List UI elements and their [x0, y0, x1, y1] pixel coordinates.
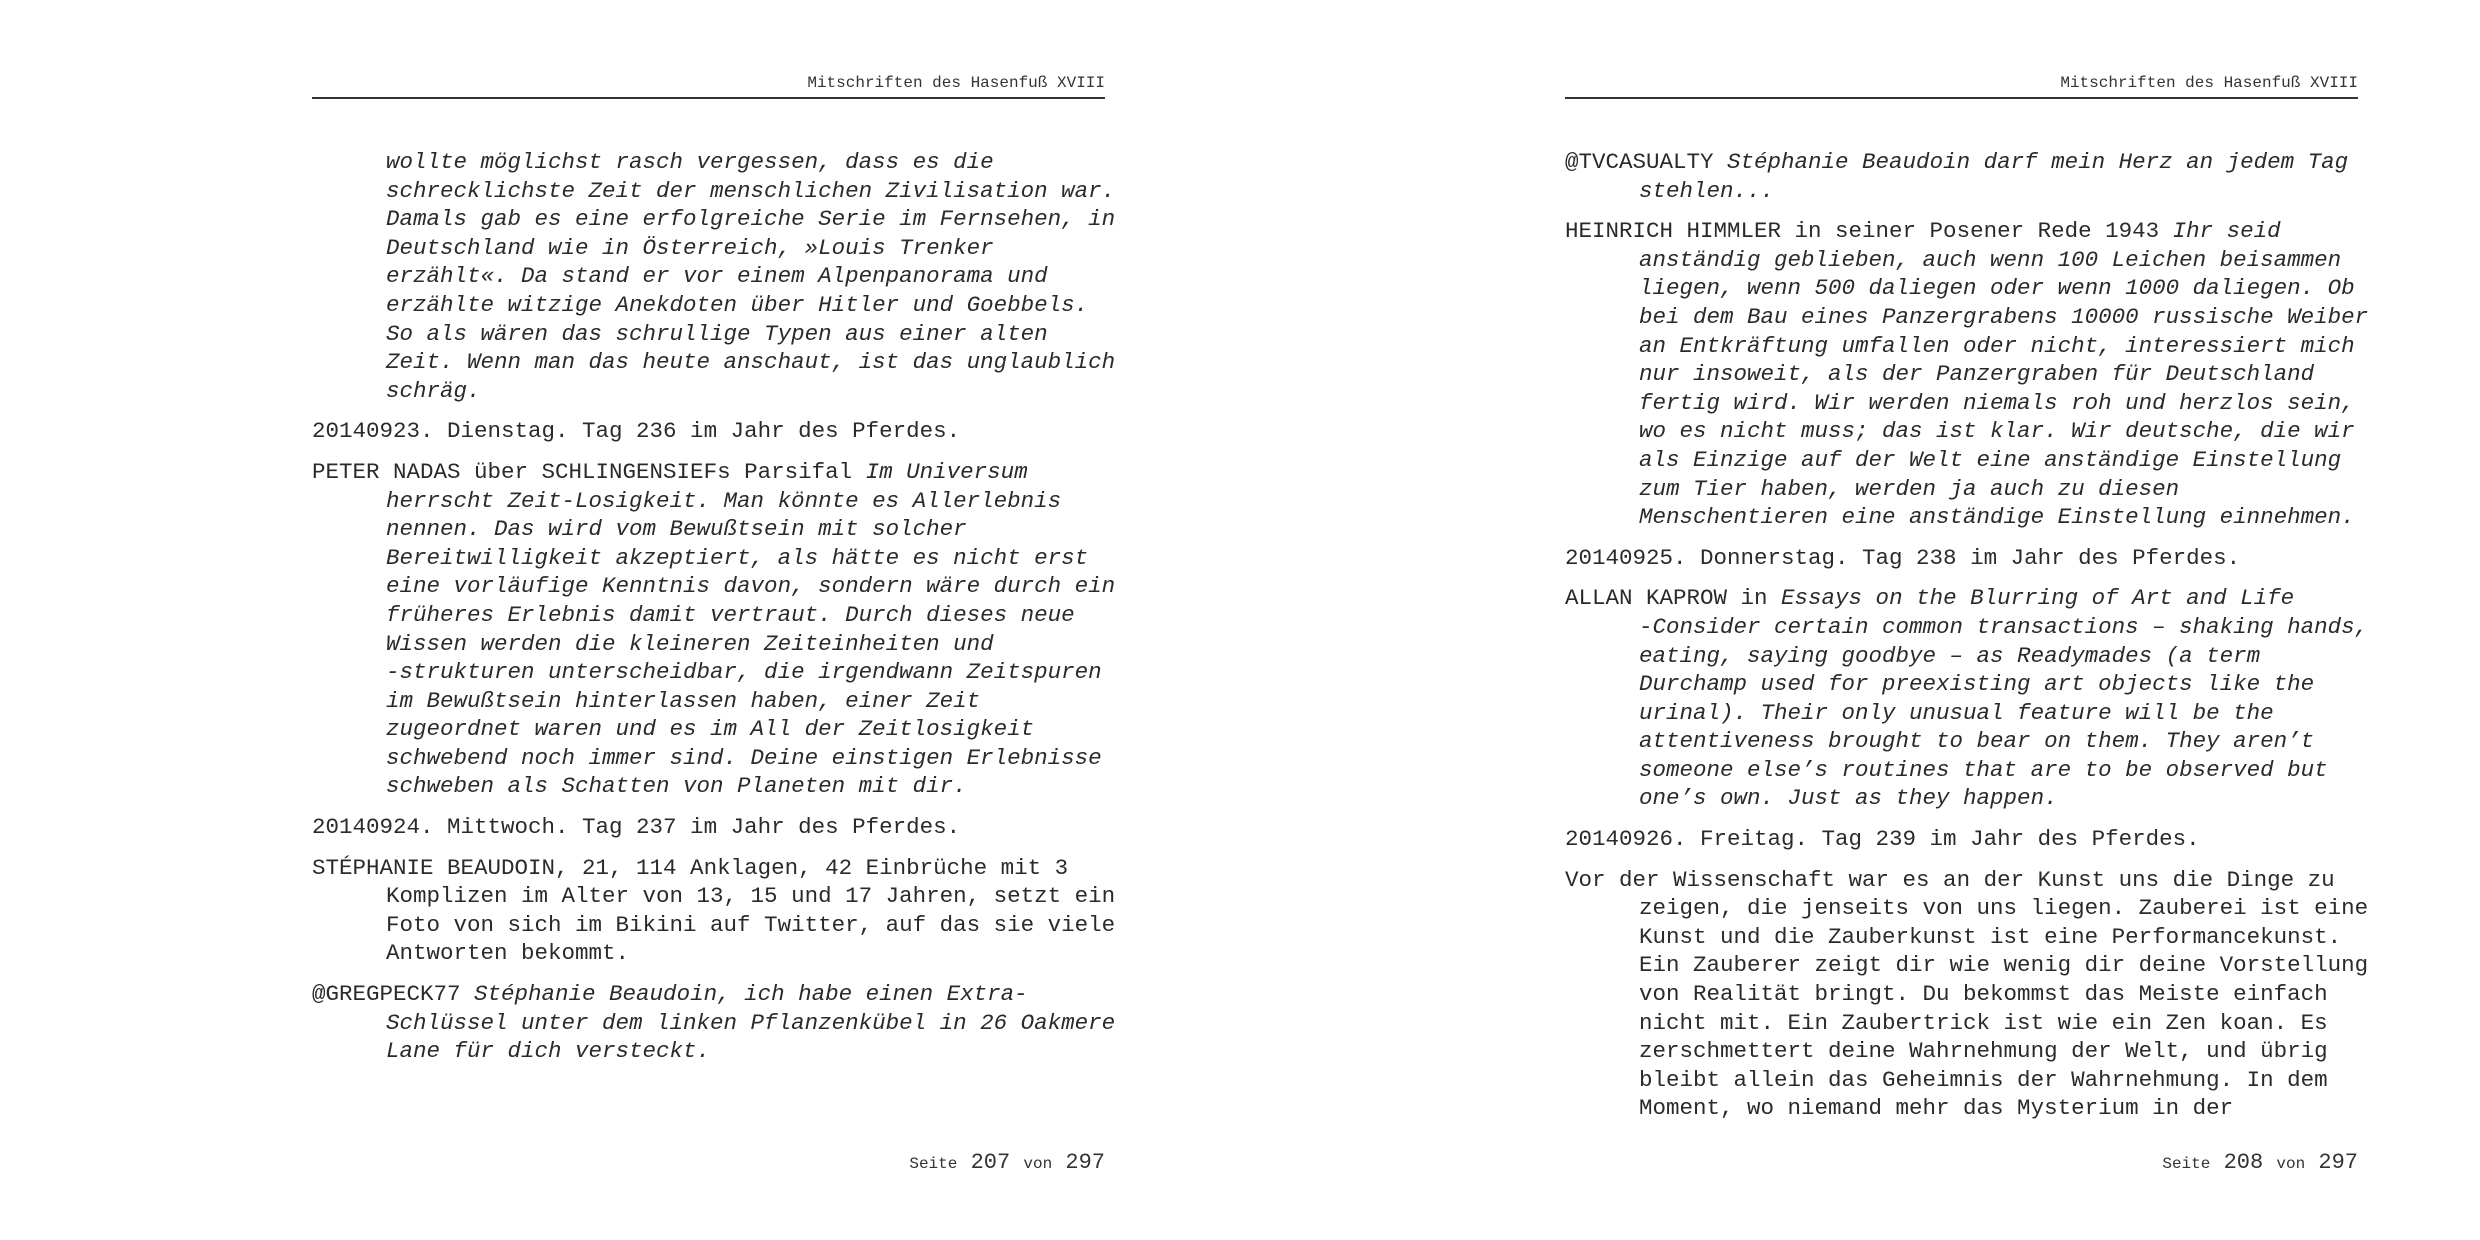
text-segment: ALLAN KAPROW in — [1565, 585, 1782, 612]
paragraph — [1565, 825, 2358, 854]
text-line — [1639, 246, 2358, 275]
italic-text: Im Universum — [865, 458, 1028, 485]
text-line — [386, 630, 1105, 659]
text-segment: zeigen, die jenseits von uns liegen. Zauberei ist eine — [1639, 895, 2369, 922]
paragraph — [1565, 544, 2358, 573]
text-segment: Moment, wo niemand mehr das Mysterium in der — [1639, 1095, 2234, 1122]
italic-text: nennen. Das wird vom Bewußtsein mit solcher — [386, 516, 967, 543]
text-line — [1639, 1037, 2358, 1066]
text-line — [1639, 1066, 2358, 1095]
text-segment: HEINRICH HIMMLER in seiner Posener Rede 1943 — [1565, 218, 2173, 245]
italic-text: Menschentieren eine anständige Einstellung einnehmen. — [1639, 504, 2355, 531]
text-line — [312, 813, 1105, 842]
italic-text: Zeit. Wenn man das heute anschaut, ist das unglaublich — [386, 349, 1116, 376]
text-segment: PETER NADAS über SCHLINGENSIEFs Parsifal — [312, 458, 866, 485]
italic-text: urinal). Their only unusual feature will be the — [1639, 699, 2274, 726]
page-footer — [909, 1150, 1105, 1175]
text-line — [1565, 544, 2358, 573]
text-line — [386, 1037, 1105, 1066]
paragraph — [1565, 584, 2369, 813]
text-line — [1639, 1094, 2358, 1123]
text-segment: @GREGPECK77 — [312, 981, 475, 1008]
italic-text: one’s own. Just as they happen. — [1639, 785, 2058, 812]
text-line — [1639, 923, 2358, 952]
page-body — [312, 148, 1116, 1078]
italic-text: Durchamp used for preexisting art objects like the — [1639, 671, 2315, 698]
text-line — [386, 177, 1116, 206]
text-line — [386, 205, 1116, 234]
text-line — [386, 234, 1105, 263]
paragraph — [1565, 217, 2369, 532]
italic-text: wollte möglichst rasch vergessen, dass es die — [386, 149, 994, 175]
text-segment: 20140925. Donnerstag. Tag 238 im Jahr des Pferdes. — [1565, 544, 2241, 571]
text-line — [1639, 727, 2358, 756]
text-line — [1565, 584, 2358, 613]
text-line — [1639, 303, 2369, 332]
italic-text: Stéphanie Beaudoin darf mein Herz an jedem Tag — [1727, 149, 2349, 175]
page-total: 297 — [2318, 1150, 2358, 1175]
italic-text: Bereitwilligkeit akzeptiert, als hätte es nicht erst — [386, 544, 1089, 571]
text-line — [1639, 446, 2358, 475]
text-line — [386, 715, 1105, 744]
page-number: 207 — [970, 1150, 1011, 1175]
italic-text: erzählt«. Da stand er vor einem Alpenpanorama und — [386, 263, 1048, 290]
text-line — [1639, 503, 2358, 532]
italic-text: erzählte witzige Anekdoten über Hitler und Goebbels. — [386, 291, 1089, 318]
paragraph — [1565, 866, 2369, 1123]
text-line — [386, 772, 1105, 801]
italic-text: Wissen werden die kleineren Zeiteinheiten und — [386, 630, 994, 657]
text-line — [386, 687, 1105, 716]
text-segment: nicht mit. Ein Zaubertrick ist wie ein Zen koan. Es — [1639, 1009, 2328, 1036]
text-line — [386, 544, 1105, 573]
italic-text: eine vorläufige Kenntnis davon, sondern wäre durch ein — [386, 573, 1116, 600]
text-line — [386, 1009, 1116, 1038]
text-segment: 20140924. Mittwoch. Tag 237 im Jahr des Pferdes. — [312, 814, 961, 841]
text-line — [1639, 784, 2358, 813]
page-total: 297 — [1065, 1150, 1105, 1175]
text-line — [1639, 980, 2358, 1009]
italic-text: Damals gab es eine erfolgreiche Serie im Fernsehen, in — [386, 206, 1116, 233]
text-segment: von Realität bringt. Du bekommst das Meiste einfach — [1639, 981, 2328, 1008]
italic-text: liegen, wenn 500 daliegen oder wenn 1000 daliegen. Ob — [1639, 275, 2355, 302]
running-header: Mitschriften des Hasenfuß XVIII — [807, 74, 1105, 92]
text-line — [386, 744, 1105, 773]
italic-text: stehlen... — [1639, 177, 1775, 204]
italic-text: -Consider certain common transactions – shaking hands, — [1639, 613, 2369, 640]
text-line — [386, 487, 1105, 516]
italic-text: Deutschland wie in Österreich, »Louis Trenker — [386, 234, 994, 261]
italic-text: fertig wird. Wir werden niemals roh und herzlos sein, — [1639, 389, 2355, 416]
text-line — [386, 515, 1105, 544]
text-line — [312, 980, 1105, 1009]
text-line — [386, 262, 1105, 291]
footer-von: von — [1023, 1155, 1053, 1173]
text-segment: Ein Zauberer zeigt dir wie wenig dir deine Vorstellung — [1639, 952, 2369, 979]
paragraph — [312, 148, 1116, 405]
italic-text: wo es nicht muss; das ist klar. Wir deutsche, die wir — [1639, 418, 2355, 445]
text-line — [386, 939, 1105, 968]
italic-text: Ihr seid — [2172, 218, 2281, 245]
text-line — [1565, 217, 2358, 246]
text-line — [386, 377, 1105, 406]
italic-text: anständig geblieben, auch wenn 100 Leichen beisammen — [1639, 246, 2342, 273]
text-line — [386, 658, 1105, 687]
page-number: 208 — [2223, 1150, 2264, 1175]
header-rule — [312, 97, 1105, 99]
text-line — [1639, 389, 2358, 418]
footer-seite: Seite — [2162, 1155, 2211, 1173]
text-line — [1639, 332, 2358, 361]
text-line — [1639, 894, 2369, 923]
paragraph — [312, 813, 1105, 842]
text-line — [1639, 613, 2369, 642]
text-line — [386, 320, 1105, 349]
page-right — [1565, 0, 2369, 1240]
page-left — [312, 0, 1116, 1240]
page-body — [1565, 148, 2369, 1135]
italic-text: bei dem Bau eines Panzergrabens 10000 russische Weiber — [1639, 303, 2369, 330]
italic-text: schrecklichste Zeit der menschlichen Zivilisation war. — [386, 177, 1116, 204]
italic-text: Essays on the Blurring of Art and Life — [1781, 585, 2295, 612]
text-line — [386, 348, 1116, 377]
italic-text: So als wären das schrullige Typen aus einer alten — [386, 320, 1048, 347]
italic-text: attentiveness brought to bear on them. They aren’t — [1639, 728, 2315, 755]
italic-text: Schlüssel unter dem linken Pflanzenkübel in 26 Oakmere — [386, 1009, 1116, 1036]
header-rule — [1565, 97, 2358, 99]
text-line — [1639, 360, 2358, 389]
italic-text: früheres Erlebnis damit vertraut. Durch dieses neue — [386, 601, 1075, 628]
text-line — [312, 854, 1105, 883]
text-segment: Komplizen im Alter von 13, 15 und 17 Jahren, setzt ein — [386, 883, 1116, 910]
text-line — [1639, 274, 2358, 303]
text-segment: Antworten bekommt. — [386, 940, 630, 967]
italic-text: im Bewußtsein hinterlassen haben, einer Zeit — [386, 687, 981, 714]
text-line — [1565, 866, 2358, 895]
text-line — [386, 291, 1105, 320]
italic-text: nur insoweit, als der Panzergraben für Deutschland — [1639, 361, 2315, 388]
text-line — [386, 601, 1105, 630]
text-line — [312, 417, 1105, 446]
text-segment: 20140923. Dienstag. Tag 236 im Jahr des Pferdes. — [312, 418, 961, 445]
text-line — [386, 572, 1116, 601]
paragraph — [312, 854, 1116, 968]
text-line — [312, 458, 1105, 487]
italic-text: als Einzige auf der Welt eine anständige Einstellung — [1639, 446, 2342, 473]
paragraph — [1565, 148, 2358, 205]
paragraph — [312, 458, 1116, 801]
italic-text: -strukturen unterscheidbar, die irgendwann Zeitspuren — [386, 659, 1102, 686]
text-line — [386, 882, 1116, 911]
text-segment: zerschmettert deine Wahrnehmung der Welt, und übrig — [1639, 1038, 2328, 1065]
italic-text: an Entkräftung umfallen oder nicht, interessiert mich — [1639, 332, 2355, 359]
text-segment: @TVCASUALTY — [1565, 149, 1728, 175]
text-line — [1639, 417, 2358, 446]
text-line — [1639, 670, 2358, 699]
italic-text: schwebend noch immer sind. Deine einstigen Erlebnisse — [386, 744, 1102, 771]
paragraph — [312, 980, 1116, 1066]
italic-text: zum Tier haben, werden ja auch zu diesen — [1639, 475, 2180, 502]
italic-text: someone else’s routines that are to be observed but — [1639, 756, 2328, 783]
text-line — [1639, 475, 2358, 504]
footer-von: von — [2276, 1155, 2306, 1173]
italic-text: schräg. — [386, 377, 481, 404]
text-line — [1639, 1009, 2358, 1038]
footer-seite: Seite — [909, 1155, 958, 1173]
running-header: Mitschriften des Hasenfuß XVIII — [2060, 74, 2358, 92]
text-line — [1639, 642, 2358, 671]
text-segment: Foto von sich im Bikini auf Twitter, auf das sie viele — [386, 911, 1116, 938]
text-line — [1639, 951, 2369, 980]
page-footer — [2162, 1150, 2358, 1175]
text-line — [1565, 825, 2358, 854]
text-line — [1639, 699, 2358, 728]
italic-text: Stéphanie Beaudoin, ich habe einen Extra- — [474, 981, 1028, 1008]
italic-text: zugeordnet waren und es im All der Zeitlosigkeit — [386, 716, 1035, 743]
text-line — [386, 911, 1116, 940]
italic-text: eating, saying goodbye – as Readymades (a term — [1639, 642, 2261, 669]
text-segment: 20140926. Freitag. Tag 239 im Jahr des Pferdes. — [1565, 826, 2200, 853]
text-segment: Kunst und die Zauberkunst ist eine Performancekunst. — [1639, 923, 2342, 950]
italic-text: schweben als Schatten von Planeten mit dir. — [386, 773, 967, 800]
text-segment: STÉPHANIE BEAUDOIN, 21, 114 Anklagen, 42 Einbrüche mit 3 — [312, 854, 1069, 881]
text-line — [386, 148, 1105, 177]
text-line — [1565, 148, 2358, 177]
italic-text: Lane für dich versteckt. — [386, 1038, 711, 1065]
paragraph — [312, 417, 1105, 446]
text-segment: bleibt allein das Geheimnis der Wahrnehmung. In dem — [1639, 1066, 2328, 1093]
text-line — [1639, 756, 2358, 785]
text-line — [1639, 177, 2358, 206]
text-segment: Vor der Wissenschaft war es an der Kunst uns die Dinge zu — [1565, 866, 2335, 893]
italic-text: herrscht Zeit-Losigkeit. Man könnte es Allerlebnis — [386, 487, 1062, 514]
